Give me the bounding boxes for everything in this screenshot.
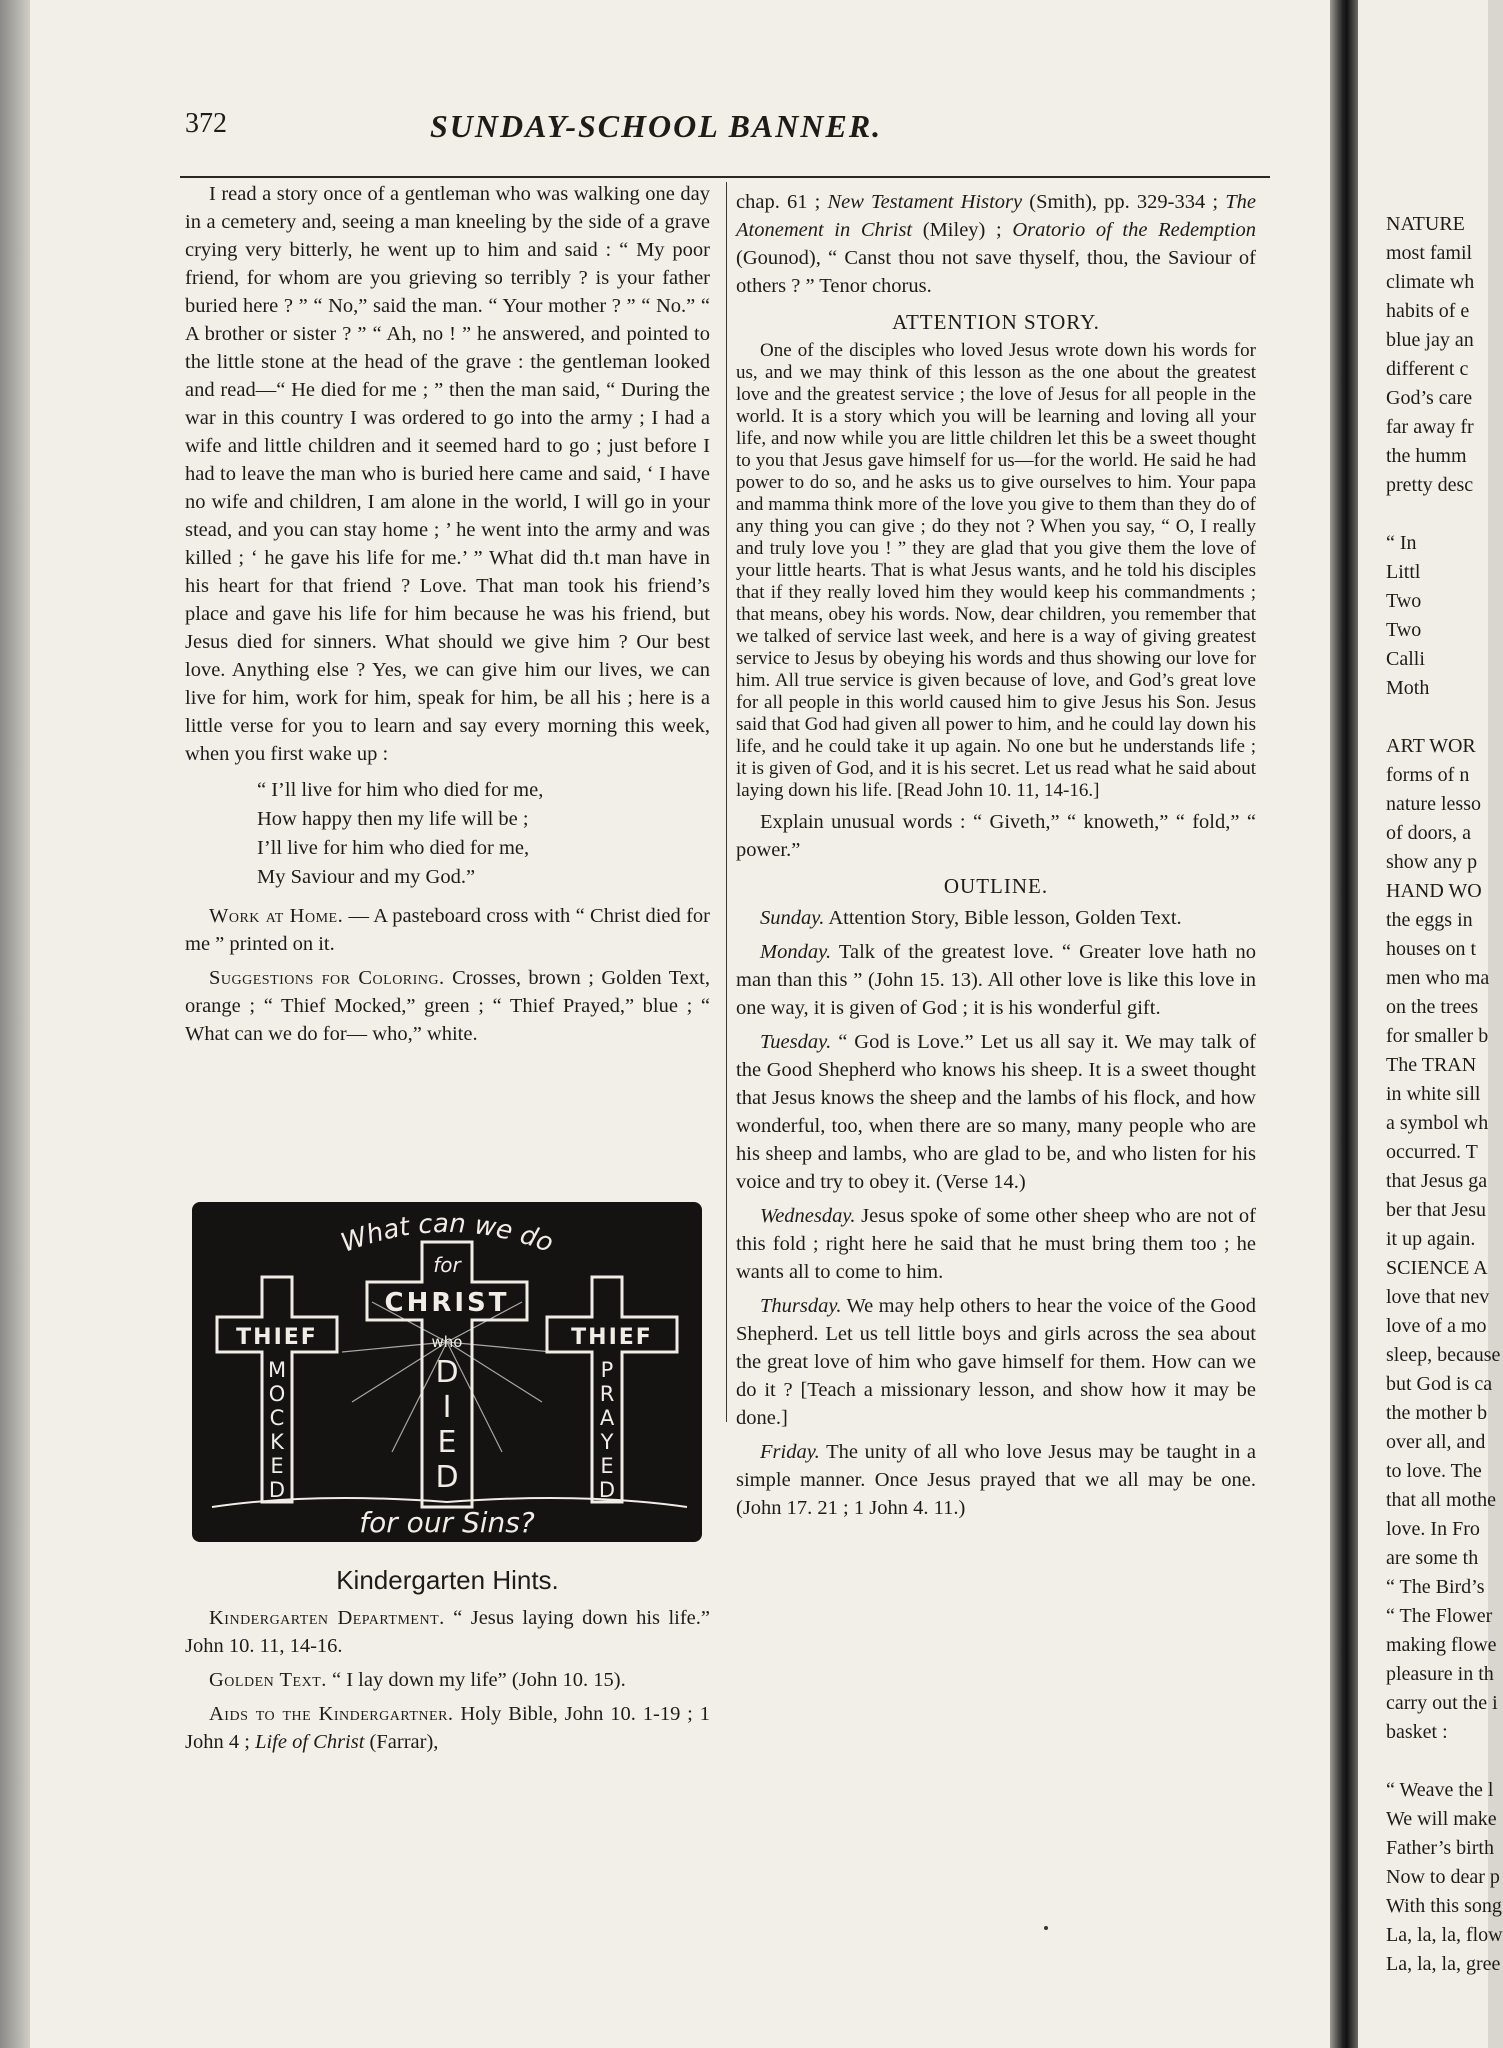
facing-page-line: La, la, la, gree xyxy=(1386,1953,1501,1975)
facing-page-line: forms of n xyxy=(1386,764,1470,786)
verse-line: How happy then my life will be ; xyxy=(257,808,529,830)
memory-verse xyxy=(257,776,710,892)
outline-monday xyxy=(736,938,1256,1022)
day-label: Monday. xyxy=(760,941,832,963)
outline-tuesday xyxy=(736,1028,1256,1196)
facing-page-line: but God is ca xyxy=(1386,1373,1493,1395)
facing-page-line: habits of e xyxy=(1386,300,1470,322)
mocked-letter: E xyxy=(270,1454,284,1478)
facing-page-line: for smaller b xyxy=(1386,1025,1489,1047)
aids-to-kindergartner xyxy=(185,1700,710,1756)
facing-page-line: Two xyxy=(1386,619,1422,641)
outline-friday xyxy=(736,1438,1256,1522)
ref-book: The Atonement in Christ xyxy=(736,191,1256,241)
facing-page-line: to love. The xyxy=(1386,1460,1482,1482)
golden-text xyxy=(185,1666,710,1694)
facing-page-line: sleep, because xyxy=(1386,1344,1501,1366)
facing-page-line: houses on t xyxy=(1386,938,1476,960)
attention-story-text: One of the disciples who loved Jesus wrote down his words for us, and we may think of this lesson as the one about the greatest love and the greatest service ; the love of Jesus for all people in the world. It is a story which you will be learning and loving all your life, and now while you are little children let this be a sweet thought to you that Jesus gave himself for us—for the world. He said he had power to do so, and he asks us to give ourselves to him. Your papa and mamma think more of the love you give to them than they do of any thing you can give ; do they not ? When you say, “ O, I really and truly love you ! ” they are glad that you give them the love of your little hearts. That is what Jesus wants, and he told his disciples that if they really loved him they would keep his commandments ; that means, obey his words. Now, dear children, you remember that we talked of service last week, and here is a way of giving greatest service to Jesus by obeying his words and thus showing our love for him. All true service is given because of love, and God’s great love for all people in this world caused him to give Jesus his Son. Jesus said that God had given all power to him, and he could lay down his life, and he could take it up again. No one but he understands life ; it is given of God, and it is his secret. Let us read what he said about laying down his life. [Read John 10. 11, 14-16.] xyxy=(736,340,1256,801)
verse-line: “ I’ll live for him who died for me, xyxy=(257,779,544,801)
day-label: Thursday. xyxy=(760,1295,842,1317)
facing-page-line: a symbol wh xyxy=(1386,1112,1489,1134)
golden-label: Golden Text. xyxy=(209,1669,327,1691)
dept-text: “ Jesus laying down his life.” John 10. 11, 14-16. xyxy=(185,1607,711,1657)
column-left xyxy=(185,180,710,1054)
facing-page-line: of doors, a xyxy=(1386,822,1471,844)
scan-left-edge xyxy=(0,0,30,2048)
attention-story-heading: ATTENTION STORY. xyxy=(892,310,1100,334)
facing-page-line: that Jesus ga xyxy=(1386,1170,1488,1192)
facing-page-line: NATURE xyxy=(1386,213,1465,235)
for-word: for xyxy=(433,1253,461,1277)
facing-page-line: Littl xyxy=(1386,561,1421,583)
facing-page-line: pretty desc xyxy=(1386,474,1474,496)
facing-page-line: The TRAN xyxy=(1386,1054,1477,1076)
page-number: 372 xyxy=(185,108,227,139)
aids-book: Life of Christ xyxy=(255,1731,365,1753)
golden-text-value: “ I lay down my life” (John 10. 15). xyxy=(326,1669,626,1691)
refs-end: (Gounod), “ Canst thou not save thyself, thou, the Saviour of others ? ” Tenor chorus. xyxy=(736,247,1256,297)
died-letter: D xyxy=(435,1355,459,1390)
refs-start: chap. 61 ; xyxy=(736,191,828,213)
facing-page-fragment xyxy=(1358,0,1503,2048)
facing-page-line: carry out the i xyxy=(1386,1692,1498,1714)
facing-page-text xyxy=(1386,210,1503,1979)
day-text: Jesus spoke of some other sheep who are not of this fold ; right here he said that he must bring them too ; he wants all to come to him. xyxy=(736,1205,1256,1283)
facing-page-line: the humm xyxy=(1386,445,1467,467)
facing-page-line: nature lesso xyxy=(1386,793,1481,815)
facing-page-line xyxy=(1386,703,1503,732)
day-text: We may help others to hear the voice of the Good Shepherd. Let us tell little boys and girls across the sea about the great love of him who gave himself for them. How can we do it ? [Teach a missionary lesson, and show how it may be done.] xyxy=(736,1295,1256,1429)
christ-word: CHRIST xyxy=(384,1288,510,1318)
facing-page-line: different c xyxy=(1386,358,1469,380)
day-label: Wednesday. xyxy=(760,1205,856,1227)
aids-tail: (Farrar), xyxy=(364,1731,439,1753)
mocked-letter: K xyxy=(270,1430,284,1454)
kindergarten-hints xyxy=(185,1566,710,1762)
arc-caption: What can we do xyxy=(337,1208,558,1259)
facing-page-line: Now to dear p xyxy=(1386,1866,1500,1888)
facing-page-line: are some th xyxy=(1386,1547,1479,1569)
coloring-text: Crosses, brown ; Golden Text, orange ; “ Thief Mocked,” green ; “ Thief Prayed,” blue ; “ What can we do for— who,” white. xyxy=(185,967,710,1045)
kindergarten-heading: Kindergarten Hints. xyxy=(336,1565,559,1595)
facing-page-line: Two xyxy=(1386,590,1422,612)
facing-page-line: making flowe xyxy=(1386,1634,1497,1656)
facing-page-line: Moth xyxy=(1386,677,1430,699)
facing-page-line: most famil xyxy=(1386,242,1473,264)
facing-page-line: La, la, la, flow xyxy=(1386,1924,1503,1946)
printer-mark xyxy=(1044,1926,1048,1930)
died-letter: D xyxy=(435,1460,459,1495)
facing-page-line: Calli xyxy=(1386,648,1425,670)
column-rule xyxy=(726,182,727,1422)
thief-right: THIEF xyxy=(571,1325,653,1350)
column-right xyxy=(736,188,1256,1528)
day-text: The unity of all who love Jesus may be taught in a simple manner. Once Jesus prayed that we all may be one. (John 17. 21 ; 1 John 4. 11.) xyxy=(736,1441,1256,1519)
bottom-caption: for our Sins? xyxy=(359,1506,535,1539)
refs-mid: (Miley) ; xyxy=(912,219,1013,241)
facing-page-line: “ The Flower xyxy=(1386,1605,1493,1627)
facing-page-line: “ Weave the l xyxy=(1386,1779,1494,1801)
facing-page-line: occurred. T xyxy=(1386,1141,1478,1163)
running-title: SUNDAY-SCHOOL BANNER. xyxy=(430,108,883,144)
reference-list xyxy=(736,188,1256,300)
facing-page-line: blue jay an xyxy=(1386,329,1474,351)
prayed-letter: D xyxy=(598,1478,616,1502)
work-text: — A pasteboard cross with “ Christ died for me ” printed on it. xyxy=(185,905,710,955)
prayed-letter: Y xyxy=(600,1430,614,1454)
crosses-illustration xyxy=(192,1202,702,1542)
kindergarten-department xyxy=(185,1604,710,1660)
facing-page-line xyxy=(1386,1747,1503,1776)
mocked-letter: M xyxy=(267,1358,287,1382)
facing-page-line: “ The Bird’s xyxy=(1386,1576,1485,1598)
day-text: Talk of the greatest love. “ Greater love hath no man than this ” (John 15. 13). All other love is like this love in one way, it is given of God ; it is his wonderful gift. xyxy=(736,941,1256,1019)
facing-page-line: SCIENCE A xyxy=(1386,1257,1488,1279)
header-rule xyxy=(180,176,1270,178)
facing-page-line: on the trees xyxy=(1386,996,1479,1018)
verse-line: I’ll live for him who died for me, xyxy=(257,837,530,859)
facing-page-line: ber that Jesu xyxy=(1386,1199,1486,1221)
day-text: Attention Story, Bible lesson, Golden Text. xyxy=(824,907,1182,929)
left-page xyxy=(30,0,1330,2048)
prayed-letter: A xyxy=(599,1406,615,1430)
facing-page-line: that all mothe xyxy=(1386,1489,1496,1511)
facing-page-line: love of a mo xyxy=(1386,1315,1487,1337)
facing-page-line: climate wh xyxy=(1386,271,1475,293)
work-at-home xyxy=(185,902,710,958)
outline-sunday xyxy=(736,904,1256,932)
facing-page-line: far away fr xyxy=(1386,416,1474,438)
facing-page-line: pleasure in th xyxy=(1386,1663,1494,1685)
facing-page-line: With this song xyxy=(1386,1895,1502,1917)
facing-page-line: it up again. xyxy=(1386,1228,1476,1250)
prayed-letter: P xyxy=(600,1358,614,1382)
mocked-letter: D xyxy=(268,1478,286,1502)
facing-page-line: ART WOR xyxy=(1386,735,1476,757)
facing-page-line: HAND WO xyxy=(1386,880,1482,902)
cemetery-story: I read a story once of a gentleman who was walking one day in a cemetery and, seeing a man kneeling by the side of a grave crying very bitterly, he went up to him and said : “ My poor friend, for whom are you grieving so terribly ? is your father buried here ? ” “ No,” said the man. “ Your mother ? ” “ No.” “ A brother or sister ? ” “ Ah, no ! ” he answered, and pointed to the little stone at the head of the grave : the gentleman looked and read—“ He died for me ; ” then the man said, “ During the war in this country I was ordered to go into the army ; I had a wife and little children and it seemed hard to go ; just before I had to leave the man who is buried here came and said, ‘ I have no wife and children, I am alone in the world, I will go in your stead, and you can stay home ; ’ he went into the army and was killed ; ‘ he gave his life for me.’ ” What did th.t man have in his heart for that friend ? Love. That man took his friend’s place and gave his life for him because he was his friend, but Jesus died for sinners. What should we give him ? Our best love. Anything else ? Yes, we can give him our lives, we can live for him, work for him, speak for him, be all his ; here is a little verse for you to learn and say every morning this week, when you first wake up : xyxy=(185,183,710,765)
facing-page-line: Father’s birth xyxy=(1386,1837,1494,1859)
outline-thursday xyxy=(736,1292,1256,1432)
facing-page-line: God’s care xyxy=(1386,387,1473,409)
facing-page-line: the eggs in xyxy=(1386,909,1473,931)
facing-page-line xyxy=(1386,500,1503,529)
died-letter: E xyxy=(437,1425,457,1460)
facing-page-line: the mother b xyxy=(1386,1402,1488,1424)
refs-mid: (Smith), pp. 329-334 ; xyxy=(1022,191,1226,213)
aids-label: Aids to the Kindergartner. xyxy=(209,1703,454,1725)
dept-label: Kindergarten Department. xyxy=(209,1607,445,1629)
who-word: who xyxy=(431,1333,463,1351)
outline-heading: OUTLINE. xyxy=(943,874,1049,898)
verse-line: My Saviour and my God.” xyxy=(257,866,476,888)
book-gutter xyxy=(1330,0,1358,2048)
explain-words: Explain unusual words : “ Giveth,” “ knoweth,” “ fold,” “ power.” xyxy=(736,811,1256,861)
facing-page-line: “ In xyxy=(1386,532,1417,554)
died-letter: I xyxy=(442,1390,452,1425)
work-label: Work at Home. xyxy=(209,905,344,927)
coloring-label: Suggestions for Coloring. xyxy=(209,967,445,989)
facing-page-line: over all, and xyxy=(1386,1431,1486,1453)
day-label: Friday. xyxy=(760,1441,820,1463)
mocked-letter: C xyxy=(269,1406,285,1430)
day-text: “ God is Love.” Let us all say it. We may talk of the Good Shepherd who knows his sheep. It is a sweet thought that Jesus knows the sheep and the lambs of his flock, and how wonderful, too, when there are so many, many people who are his sheep and lambs, who are glad to be, and who listen for his voice and try to obey it. (Verse 14.) xyxy=(736,1031,1256,1193)
facing-page-line: love that nev xyxy=(1386,1286,1490,1308)
prayed-letter: R xyxy=(599,1382,615,1406)
facing-page-line: We will make xyxy=(1386,1808,1497,1830)
aids-text: Holy Bible, John 10. 1-19 ; 1 John 4 ; xyxy=(185,1703,710,1753)
ref-book: Oratorio of the Redemption xyxy=(1012,219,1256,241)
facing-page-line: in white sill xyxy=(1386,1083,1481,1105)
facing-page-line: love. In Fro xyxy=(1386,1518,1480,1540)
day-label: Tuesday. xyxy=(760,1031,832,1053)
outline-wednesday xyxy=(736,1202,1256,1286)
ref-book: New Testament History xyxy=(827,191,1023,213)
day-label: Sunday. xyxy=(760,907,825,929)
facing-page-line: men who ma xyxy=(1386,967,1490,989)
mocked-letter: O xyxy=(268,1382,286,1406)
thief-left: THIEF xyxy=(236,1325,318,1350)
facing-page-line: show any p xyxy=(1386,851,1478,873)
prayed-letter: E xyxy=(600,1454,614,1478)
facing-page-line: basket : xyxy=(1386,1721,1448,1743)
coloring-suggestions xyxy=(185,964,710,1048)
